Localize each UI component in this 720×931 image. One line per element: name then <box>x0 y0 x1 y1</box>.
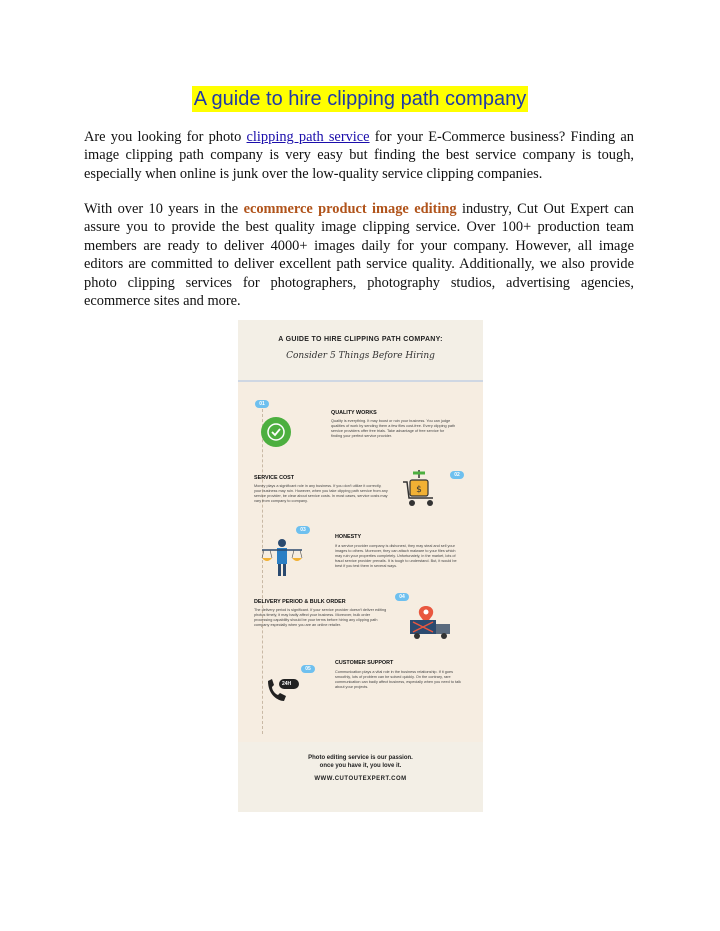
infographic-footer <box>238 742 483 812</box>
step-number-02: 02 <box>450 471 464 479</box>
step-number-05: 05 <box>301 665 315 673</box>
step-title-customer-support: CUSTOMER SUPPORT <box>335 660 394 666</box>
p1-text-after: for your E-Commerce business? Finding an image clipping path company is very easy but finding the best service company is tough, especially when online is junk over the low-quality service clipping companies. <box>84 129 634 182</box>
infographic <box>238 320 483 812</box>
balance-scale-icon <box>260 538 304 578</box>
infographic-subheading: Consider 5 Things Before Hiring <box>286 351 435 361</box>
experience-paragraph <box>84 200 634 310</box>
clipping-path-service-link[interactable]: clipping path service <box>246 129 370 145</box>
p1-text-before: Are you looking for photo <box>84 129 247 145</box>
p2-text-before: With over 10 years in the <box>84 201 244 217</box>
step-text-quality-works: Quality is everything. It may boost or ruin your business. You can judge qualities of work by sending them a few files cost-free. Every clipping path service providers offer free trials. Take advantage of free service for finding your perfect service provider. <box>331 419 456 438</box>
step-title-delivery-period: DELIVERY PERIOD & BULK ORDER <box>254 599 346 605</box>
step-number-04: 04 <box>395 593 409 601</box>
footer-url[interactable]: WWW.CUTOUTEXPERT.COM <box>314 776 407 782</box>
quality-badge-icon <box>260 416 292 448</box>
step-number-01: 01 <box>255 400 269 408</box>
step-text-honesty: If a service provider company is dishonest, they may steal and sell your images to others. Moreover, they can attach malware to your files which may ruin your properties completely. Unfortunately, in the market, lots of fraud service provider prevails. It is tough to understand. But, it would be best if you test them in several ways. <box>335 544 457 568</box>
infographic-heading: A GUIDE TO HIRE CLIPPING PATH COMPANY: <box>278 336 443 343</box>
step-title-service-cost: SERVICE COST <box>254 475 295 481</box>
footer-tagline-2: once you have it, you love it. <box>319 763 402 769</box>
infographic-body <box>238 382 483 742</box>
title-wrap <box>0 86 720 112</box>
svg-text:$: $ <box>416 485 422 495</box>
infographic-header <box>238 320 483 382</box>
step-title-quality-works: QUALITY WORKS <box>331 410 377 416</box>
step-number-03: 03 <box>296 526 310 534</box>
money-cart-icon <box>401 468 443 508</box>
intro-paragraph <box>84 128 634 183</box>
footer-tagline-1: Photo editing service is our passion. <box>308 755 413 761</box>
step-text-delivery-period: The delivery period is significant. If your service provider doesn't deliver editing photos timely, it may badly affect your business. Moreover, bulk order processing capability should be your terms before hiring any clipping path company especially when you are an online retailer. <box>254 608 387 627</box>
clock-label: 24H <box>282 681 292 687</box>
p2-text-after: industry, Cut Out Expert can assure you to provide the best quality image clipping service. Over 100+ production team members are ready to deliver 4000+ images daily for your company. However, all image editors are committed to deliver excellent path service quality. Additionally, we also provide photo clipping services for photographers, photography studios, advertising agencies, ecommerce sites and more. <box>84 201 634 310</box>
phone-24h-icon <box>264 675 302 703</box>
page-title: A guide to hire clipping path company <box>193 88 527 110</box>
step-text-service-cost: Money plays a significant role in any business. If you don't utilize it correctly, your business may ruin. However, when you take clipping path service from any service provider, be clear about service costs. In most cases, service costs may vary from company to company. <box>254 484 388 503</box>
delivery-truck-icon <box>408 604 458 642</box>
step-title-honesty: HONESTY <box>335 534 362 540</box>
ecommerce-product-image-editing-link[interactable]: ecommerce product image editing <box>243 201 457 217</box>
step-text-customer-support: Communication plays a vital role in the business relationship. If it goes smoothly, lots of problem can be solved quickly. On the contrary, rare communication can badly affect business, especially when you need to talk about your projects. <box>335 670 461 689</box>
